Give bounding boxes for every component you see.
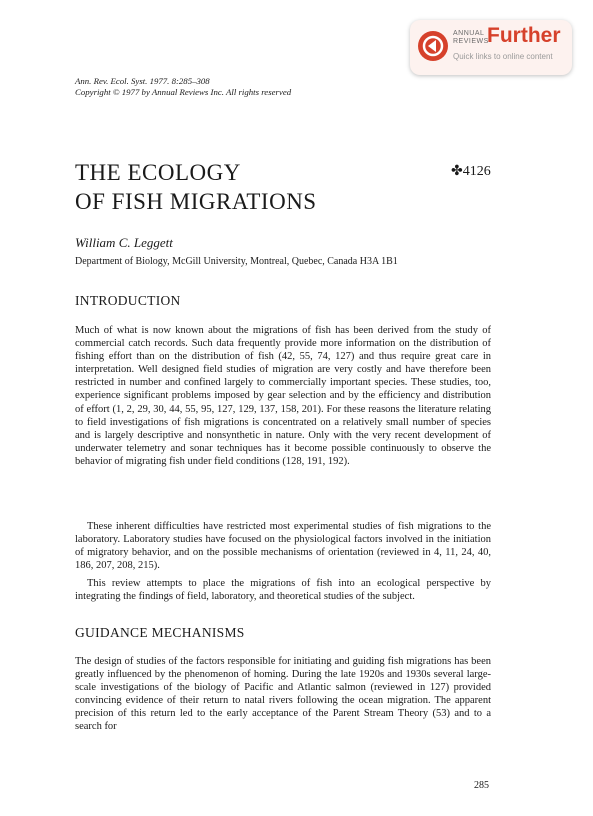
article-code: ✤4126 (451, 164, 491, 179)
intro-paragraph-3: This review attempts to place the migrations of fish into an ecological perspective by integrating the findings of field, laboratory, and theoretical studies of the subject. (75, 578, 491, 603)
author-affiliation: Department of Biology, McGill University, Montreal, Quebec, Canada H3A 1B1 (75, 256, 398, 267)
further-wordmark: Further (487, 24, 561, 47)
author-name: William C. Leggett (75, 235, 173, 250)
further-logo-icon (418, 31, 448, 61)
journal-citation (75, 76, 291, 98)
annual-reviews-wordmark: ANNUAL REVIEWS (453, 30, 489, 45)
further-banner[interactable] (410, 20, 572, 75)
intro-paragraph-2: These inherent difficulties have restricted most experimental studies of fish migrations to the laboratory. Laboratory studies have focused on the physiological factors involved in the initiation of migratory behavior, and on the possible mechanisms of orientation (reviewed in 4, 11, 24, 40, 186, 207, 208, 215). (75, 521, 491, 572)
article-title: THE ECOLOGY OF FISH MIGRATIONS (75, 160, 317, 214)
page-number: 285 (474, 780, 489, 791)
further-subtitle: Quick links to online content (453, 52, 553, 61)
citation-line: Ann. Rev. Ecol. Syst. 1977. 8:285–308 (75, 76, 210, 86)
intro-paragraph-1: Much of what is now known about the migrations of fish has been derived from the study of commercial catch records. Such data frequently provide more information on the distribution of fishing effort than on the distribution of fish (42, 55, 74, 127) and thus require great care in interpretation. Well designed field studies of migration are very costly and have therefore been restricted in number and confined largely to commercially important species. These studies, too, experience significant problems imposed by gear selection and by the efficiency and distribution of effort (1, 2, 29, 30, 44, 55, 95, 127, 129, 137, 158, 201). For these reasons the literature relating to field investigations of fish migrations is concentrated on a relatively small number of species and is largely descriptive and nonsynthetic in nature. Only with the very recent development of underwater telemetry and sonar techniques has it become possible continuously to observe the behavior of migrating fish under field conditions (128, 191, 192). (75, 325, 491, 467)
guidance-paragraph-1: The design of studies of the factors responsible for initiating and guiding fish migrations has been greatly influenced by the phenomenon of homing. During the late 1920s and 1930s several large-scale investigations of the biology of Pacific and Atlantic salmon (reviewed in 127) provided convincing evidence of their return to natal rivers following the ocean migration. The apparent precision of this return led to the early acceptance of the Parent Stream Theory (53) and to a search for (75, 656, 491, 733)
section-heading-introduction: INTRODUCTION (75, 293, 181, 308)
copyright-line: Copyright © 1977 by Annual Reviews Inc. All rights reserved (75, 87, 292, 97)
section-heading-guidance: GUIDANCE MECHANISMS (75, 625, 245, 640)
